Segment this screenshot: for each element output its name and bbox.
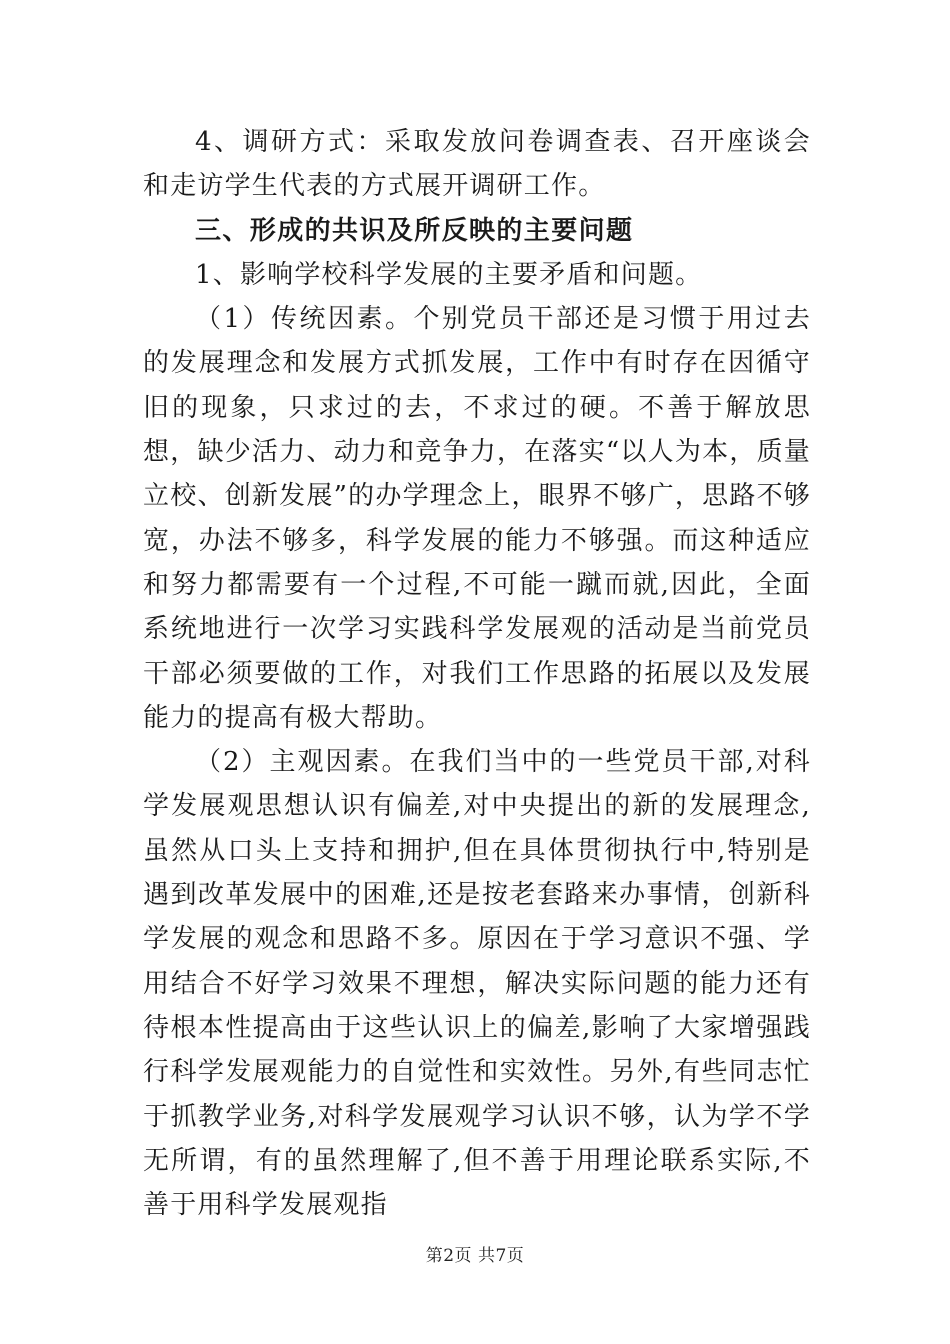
paragraph-research-method: 4、调研方式：采取发放问卷调查表、召开座谈会和走访学生代表的方式展开调研工作。 [143,127,811,202]
section-heading: 三、形成的共识及所反映的主要问题 [195,215,634,246]
document-body [143,120,811,1227]
paragraph-traditional-factors: （1）传统因素。个别党员干部还是习惯于用过去的发展理念和发展方式抓发展，工作中有时存在因循守旧的现象，只求过的去，不求过的硬。不善于解放思想，缺少活力、动力和竞争力，在落实“以人为本，质量立校、创新发展”的办学理念上，眼界不够广，思路不够宽，办法不够多，科学发展的能力不够强。而这种适应和努力都需要有一个过程,不可能一蹴而就,因此，全面系统地进行一次学习实践科学发展观的活动是当前党员干部必须要做的工作，对我们工作思路的拓展以及发展能力的提高有极大帮助。 [143,304,811,733]
paragraph-subheading: 1、影响学校科学发展的主要矛盾和问题。 [195,259,703,290]
page-number-footer: 第2页 共7页 [425,1246,525,1266]
paragraph-subjective-factors: （2）主观因素。在我们当中的一些党员干部,对科学发展观思想认识有偏差,对中央提出的新的发展理念,虽然从口头上支持和拥护,但在具体贯彻执行中,特别是遇到改革发展中的困难,还是按老套路来办事情，创新科学发展的观念和思路不多。原因在于学习意识不强、学用结合不好学习效果不理想，解决实际问题的能力还有待根本性提高由于这些认识上的偏差,影响了大家增强践行科学发展观能力的自觉性和实效性。另外,有些同志忙于抓教学业务,对科学发展观学习认识不够，认为学不学无所谓，有的虽然理解了,但不善于用理论联系实际,不善于用科学发展观指 [143,747,811,1221]
